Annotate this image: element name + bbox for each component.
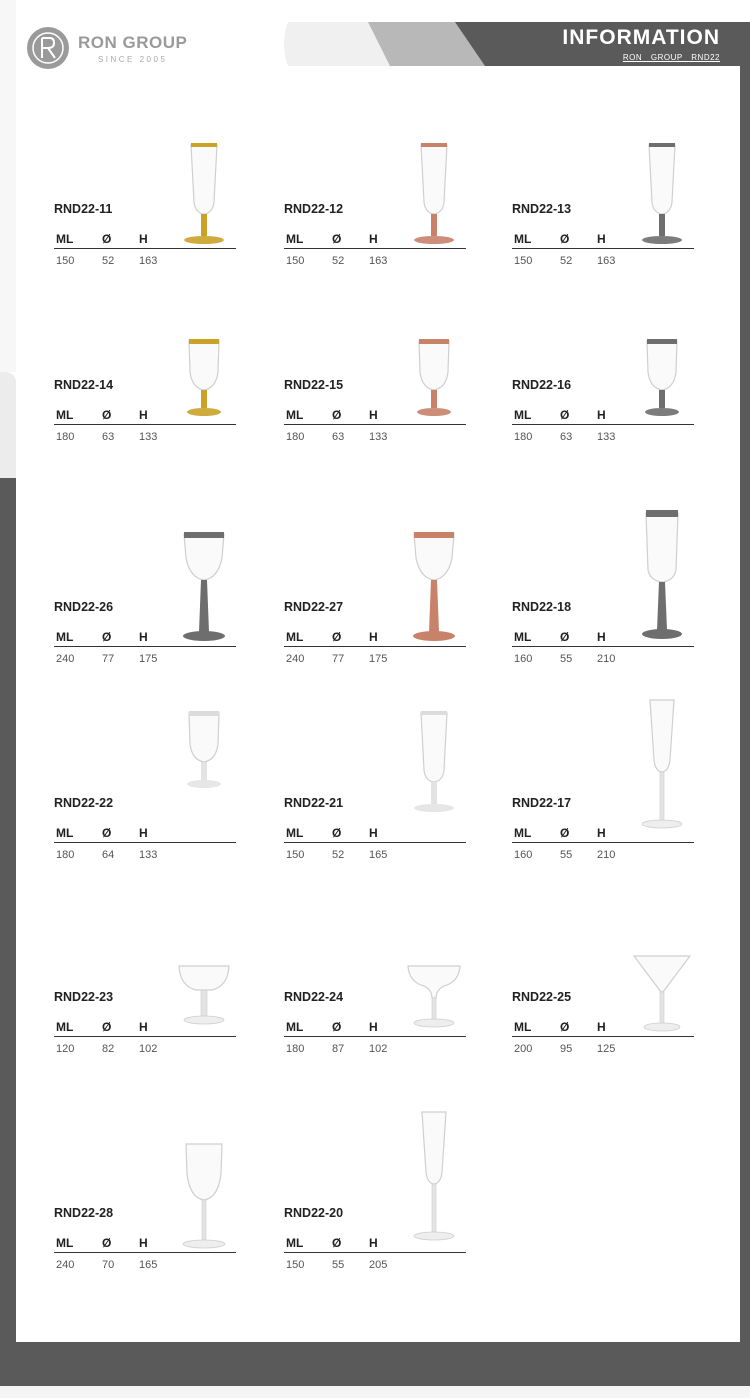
col-height: H bbox=[139, 408, 148, 422]
glass-image bbox=[174, 510, 234, 642]
value-diameter: 55 bbox=[560, 653, 573, 665]
col-height: H bbox=[139, 1020, 148, 1034]
col-height: H bbox=[139, 232, 148, 246]
col-ml: ML bbox=[56, 232, 74, 246]
value-ml: 240 bbox=[286, 653, 305, 665]
spec-header bbox=[54, 232, 236, 249]
product-card bbox=[512, 316, 702, 456]
col-height: H bbox=[369, 1236, 378, 1250]
product-card bbox=[284, 512, 474, 665]
product-card bbox=[284, 316, 474, 456]
value-height: 133 bbox=[597, 431, 616, 443]
col-diameter: Ø bbox=[332, 232, 342, 246]
value-diameter: 52 bbox=[560, 255, 573, 267]
value-ml: 180 bbox=[514, 431, 533, 443]
spec-header bbox=[512, 1020, 694, 1037]
col-ml: ML bbox=[514, 826, 532, 840]
col-diameter: Ø bbox=[332, 630, 342, 644]
col-diameter: Ø bbox=[560, 826, 570, 840]
product-code: RND22-27 bbox=[284, 600, 344, 614]
product-card bbox=[54, 512, 244, 665]
glass-image bbox=[404, 336, 464, 418]
value-ml: 180 bbox=[56, 431, 75, 443]
spec-header bbox=[512, 408, 694, 425]
spec-values bbox=[284, 1043, 466, 1057]
product-code: RND22-18 bbox=[512, 600, 572, 614]
value-diameter: 63 bbox=[102, 431, 115, 443]
spec-header bbox=[512, 826, 694, 843]
col-diameter: Ø bbox=[332, 408, 342, 422]
glass-image bbox=[404, 140, 464, 246]
spec-header bbox=[54, 630, 236, 647]
value-height: 165 bbox=[139, 1259, 158, 1271]
value-height: 163 bbox=[597, 255, 616, 267]
left-edge-top bbox=[0, 0, 16, 372]
spec-header bbox=[54, 826, 236, 843]
col-height: H bbox=[139, 1236, 148, 1250]
glass-image bbox=[632, 140, 692, 246]
glass-image bbox=[174, 140, 234, 246]
product-code: RND22-26 bbox=[54, 600, 114, 614]
value-diameter: 55 bbox=[332, 1259, 345, 1271]
product-code: RND22-15 bbox=[284, 378, 344, 392]
value-height: 133 bbox=[369, 431, 388, 443]
header-subtitle: RON GROUP RND22 bbox=[622, 53, 720, 62]
value-diameter: 82 bbox=[102, 1043, 115, 1055]
glass-image bbox=[174, 960, 234, 1026]
col-diameter: Ø bbox=[102, 826, 112, 840]
product-code: RND22-16 bbox=[512, 378, 572, 392]
glass-image bbox=[632, 698, 692, 830]
value-diameter: 87 bbox=[332, 1043, 345, 1055]
glass-image bbox=[174, 336, 234, 418]
col-height: H bbox=[369, 826, 378, 840]
product-code: RND22-17 bbox=[512, 796, 572, 810]
value-diameter: 55 bbox=[560, 849, 573, 861]
col-diameter: Ø bbox=[102, 1236, 112, 1250]
col-height: H bbox=[369, 1020, 378, 1034]
col-ml: ML bbox=[56, 408, 74, 422]
col-ml: ML bbox=[56, 826, 74, 840]
product-code: RND22-12 bbox=[284, 202, 344, 216]
col-diameter: Ø bbox=[560, 408, 570, 422]
col-height: H bbox=[597, 826, 606, 840]
spec-header bbox=[284, 232, 466, 249]
spec-header bbox=[284, 1020, 466, 1037]
value-ml: 150 bbox=[286, 255, 305, 267]
value-diameter: 52 bbox=[102, 255, 115, 267]
value-diameter: 52 bbox=[332, 255, 345, 267]
product-card bbox=[54, 954, 244, 1094]
col-diameter: Ø bbox=[560, 630, 570, 644]
col-height: H bbox=[597, 630, 606, 644]
col-ml: ML bbox=[514, 1020, 532, 1034]
spec-header bbox=[284, 1236, 466, 1253]
spec-values bbox=[54, 1043, 236, 1057]
spec-values bbox=[512, 431, 694, 445]
value-height: 102 bbox=[139, 1043, 158, 1055]
product-card bbox=[284, 954, 474, 1094]
value-height: 163 bbox=[369, 255, 388, 267]
value-ml: 150 bbox=[286, 1259, 305, 1271]
product-card bbox=[512, 708, 702, 861]
glass-image bbox=[404, 1110, 464, 1242]
product-code: RND22-24 bbox=[284, 990, 344, 1004]
value-diameter: 64 bbox=[102, 849, 115, 861]
value-diameter: 77 bbox=[102, 653, 115, 665]
value-height: 210 bbox=[597, 849, 616, 861]
col-height: H bbox=[597, 232, 606, 246]
spec-header bbox=[54, 408, 236, 425]
value-ml: 120 bbox=[56, 1043, 75, 1055]
col-height: H bbox=[597, 408, 606, 422]
value-ml: 180 bbox=[286, 431, 305, 443]
col-ml: ML bbox=[286, 1020, 304, 1034]
value-height: 133 bbox=[139, 849, 158, 861]
spec-values bbox=[54, 255, 236, 269]
right-edge-dark bbox=[740, 66, 750, 1398]
value-ml: 180 bbox=[56, 849, 75, 861]
value-ml: 200 bbox=[514, 1043, 533, 1055]
glass-image bbox=[174, 708, 234, 790]
spec-values bbox=[512, 255, 694, 269]
spec-header bbox=[512, 232, 694, 249]
spec-header bbox=[512, 630, 694, 647]
col-height: H bbox=[139, 826, 148, 840]
company-logo bbox=[26, 26, 187, 70]
spec-values bbox=[512, 1043, 694, 1057]
spec-values bbox=[512, 653, 694, 667]
col-diameter: Ø bbox=[332, 1236, 342, 1250]
col-height: H bbox=[597, 1020, 606, 1034]
col-ml: ML bbox=[286, 1236, 304, 1250]
value-height: 133 bbox=[139, 431, 158, 443]
col-diameter: Ø bbox=[102, 408, 112, 422]
value-ml: 150 bbox=[286, 849, 305, 861]
value-height: 175 bbox=[139, 653, 158, 665]
left-edge-tab bbox=[0, 372, 16, 478]
col-diameter: Ø bbox=[102, 630, 112, 644]
value-height: 102 bbox=[369, 1043, 388, 1055]
glass-image bbox=[404, 708, 464, 814]
value-height: 125 bbox=[597, 1043, 616, 1055]
value-ml: 240 bbox=[56, 1259, 75, 1271]
col-ml: ML bbox=[514, 232, 532, 246]
col-height: H bbox=[369, 408, 378, 422]
product-card bbox=[54, 316, 244, 456]
value-diameter: 95 bbox=[560, 1043, 573, 1055]
logo-since: SINCE 2005 bbox=[97, 54, 168, 64]
value-height: 165 bbox=[369, 849, 388, 861]
value-height: 205 bbox=[369, 1259, 388, 1271]
col-ml: ML bbox=[514, 408, 532, 422]
logo-icon bbox=[26, 26, 70, 70]
value-ml: 150 bbox=[514, 255, 533, 267]
col-ml: ML bbox=[56, 1020, 74, 1034]
col-diameter: Ø bbox=[332, 1020, 342, 1034]
product-card bbox=[284, 708, 474, 861]
col-diameter: Ø bbox=[102, 1020, 112, 1034]
col-diameter: Ø bbox=[560, 1020, 570, 1034]
value-ml: 150 bbox=[56, 255, 75, 267]
product-card bbox=[512, 140, 702, 280]
spec-values bbox=[284, 849, 466, 863]
value-height: 175 bbox=[369, 653, 388, 665]
product-card bbox=[512, 512, 702, 665]
spec-values bbox=[54, 849, 236, 863]
product-card bbox=[54, 1120, 244, 1271]
col-height: H bbox=[369, 630, 378, 644]
col-ml: ML bbox=[514, 630, 532, 644]
product-code: RND22-13 bbox=[512, 202, 572, 216]
value-diameter: 77 bbox=[332, 653, 345, 665]
col-height: H bbox=[139, 630, 148, 644]
col-diameter: Ø bbox=[560, 232, 570, 246]
product-code: RND22-14 bbox=[54, 378, 114, 392]
spec-header bbox=[284, 630, 466, 647]
bottom-strip bbox=[0, 1386, 750, 1398]
col-diameter: Ø bbox=[102, 232, 112, 246]
product-code: RND22-11 bbox=[54, 202, 113, 216]
value-ml: 180 bbox=[286, 1043, 305, 1055]
product-code: RND22-21 bbox=[284, 796, 344, 810]
value-diameter: 63 bbox=[560, 431, 573, 443]
glass-image bbox=[632, 336, 692, 418]
col-ml: ML bbox=[56, 630, 74, 644]
value-ml: 240 bbox=[56, 653, 75, 665]
spec-values bbox=[54, 431, 236, 445]
spec-values bbox=[284, 1259, 466, 1273]
spec-header bbox=[54, 1020, 236, 1037]
col-diameter: Ø bbox=[332, 826, 342, 840]
spec-header bbox=[284, 826, 466, 843]
spec-header bbox=[284, 408, 466, 425]
glass-image bbox=[632, 508, 692, 640]
logo-name: RON GROUP bbox=[78, 32, 188, 52]
product-code: RND22-22 bbox=[54, 796, 114, 810]
product-code: RND22-25 bbox=[512, 990, 572, 1004]
spec-values bbox=[284, 431, 466, 445]
spec-header bbox=[54, 1236, 236, 1253]
product-card bbox=[512, 954, 702, 1094]
value-ml: 160 bbox=[514, 849, 533, 861]
product-card bbox=[284, 140, 474, 280]
col-ml: ML bbox=[286, 408, 304, 422]
col-ml: ML bbox=[286, 826, 304, 840]
value-height: 163 bbox=[139, 255, 158, 267]
value-diameter: 52 bbox=[332, 849, 345, 861]
product-code: RND22-20 bbox=[284, 1206, 344, 1220]
left-edge-dark bbox=[0, 478, 16, 1398]
col-ml: ML bbox=[286, 630, 304, 644]
col-height: H bbox=[369, 232, 378, 246]
spec-values bbox=[54, 653, 236, 667]
product-code: RND22-28 bbox=[54, 1206, 114, 1220]
value-diameter: 70 bbox=[102, 1259, 115, 1271]
value-diameter: 63 bbox=[332, 431, 345, 443]
product-card bbox=[284, 1120, 474, 1271]
col-ml: ML bbox=[56, 1236, 74, 1250]
value-ml: 160 bbox=[514, 653, 533, 665]
spec-values bbox=[284, 653, 466, 667]
value-height: 210 bbox=[597, 653, 616, 665]
product-card bbox=[54, 140, 244, 280]
spec-values bbox=[54, 1259, 236, 1273]
glass-image bbox=[174, 1118, 234, 1250]
spec-values bbox=[512, 849, 694, 863]
glass-image bbox=[404, 510, 464, 642]
product-code: RND22-23 bbox=[54, 990, 114, 1004]
col-ml: ML bbox=[286, 232, 304, 246]
header-title: INFORMATION bbox=[562, 26, 720, 49]
product-card bbox=[54, 708, 244, 861]
spec-values bbox=[284, 255, 466, 269]
